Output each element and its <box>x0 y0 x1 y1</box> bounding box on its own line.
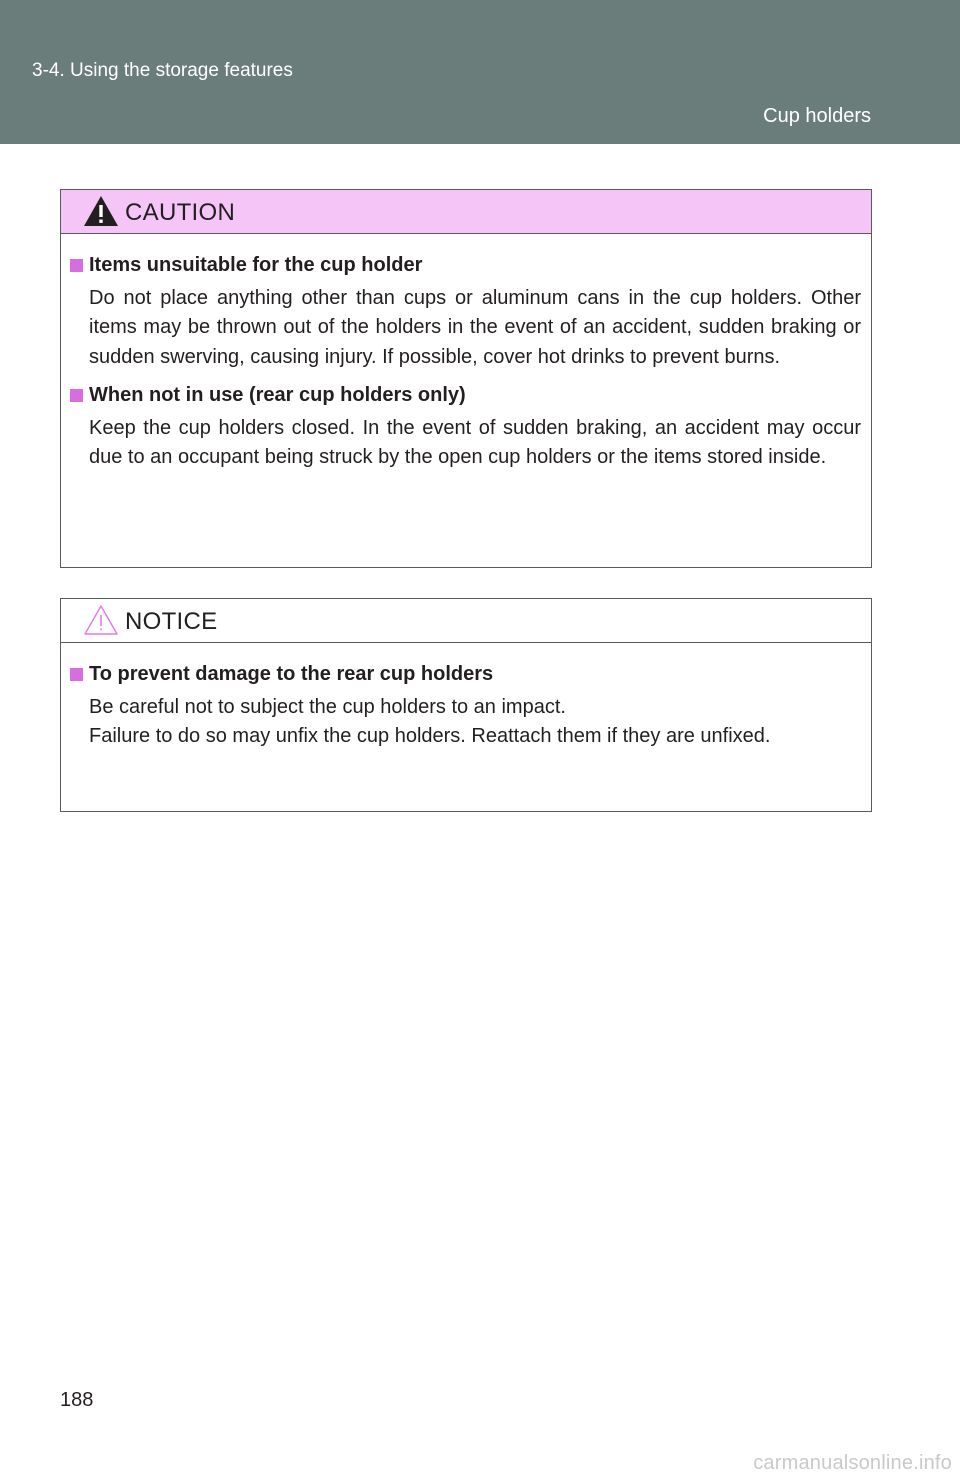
caution-item-text: Do not place anything other than cups or aluminum cans in the cup holders. Other items may be thrown out of the holders in the event of an accident, sudden braking or sudden swerving, causing injury. If possible, cover hot drinks to prevent burns. <box>89 287 861 368</box>
warning-triangle-outline-icon <box>83 604 119 636</box>
caution-item <box>89 250 861 372</box>
notice-body <box>61 643 871 752</box>
notice-item <box>89 659 861 752</box>
notice-box <box>60 598 872 812</box>
watermark: carmanualsonline.info <box>753 1452 952 1474</box>
caution-header <box>61 190 871 234</box>
caution-item-heading-text: Items unsuitable for the cup holder <box>89 254 423 276</box>
notice-item-heading-text: To prevent damage to the rear cup holders <box>89 663 494 685</box>
section-title: Cup holders <box>763 105 871 127</box>
square-bullet-icon <box>70 259 83 272</box>
caution-box <box>60 189 872 568</box>
notice-item-text <box>89 693 861 752</box>
page-number: 188 <box>60 1389 94 1411</box>
caution-item-heading <box>89 380 861 410</box>
caution-item <box>89 380 861 473</box>
notice-item-text-line: Failure to do so may unfix the cup holders. Reattach them if they are unfixed. <box>89 725 771 748</box>
caution-item-heading-text: When not in use (rear cup holders only) <box>89 383 466 406</box>
caution-item-text: Keep the cup holders closed. In the event of sudden braking, an accident may occur due to an occupant being struck by the open cup holders or the items stored inside. <box>89 416 861 469</box>
caution-title: CAUTION <box>125 199 236 226</box>
breadcrumb: 3-4. Using the storage features <box>32 60 293 81</box>
caution-body <box>61 234 871 472</box>
page-header <box>0 0 960 144</box>
warning-triangle-icon <box>83 195 119 227</box>
notice-title: NOTICE <box>125 608 218 635</box>
notice-item-text-line: Be careful not to subject the cup holders to an impact. <box>89 696 566 718</box>
notice-item-heading <box>89 659 861 689</box>
notice-header <box>61 599 871 643</box>
square-bullet-icon <box>70 389 83 402</box>
square-bullet-icon <box>70 668 83 681</box>
caution-item-heading <box>89 250 861 280</box>
